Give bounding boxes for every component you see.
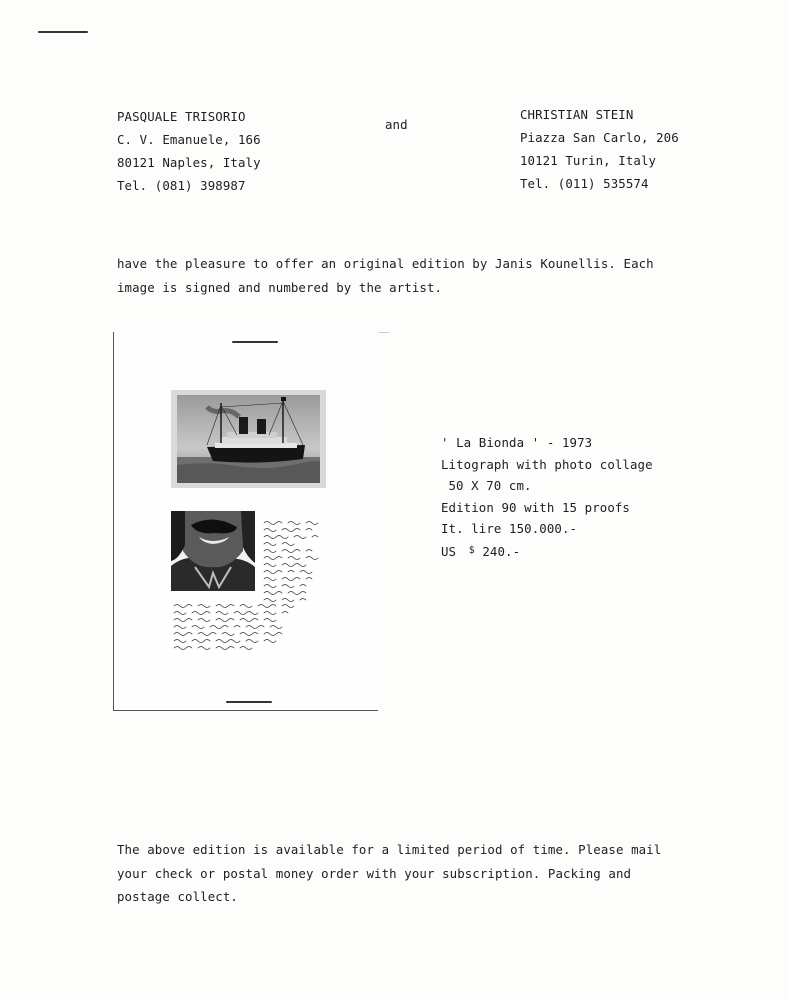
closing-line-2: your check or postal money order with your subscription. Packing and: [117, 865, 632, 881]
portrait-photo: [171, 511, 255, 591]
sender-left-street: C. V. Emanuele, 166: [117, 132, 261, 147]
artwork-medium: Litograph with photo collage: [441, 456, 653, 472]
intro-line-2: image is signed and numbered by the artist.: [117, 280, 443, 295]
sender-right-city: 10121 Turin, Italy: [520, 153, 657, 168]
staple-mark-sheet-top: [232, 341, 278, 343]
ship-photo-frame: [171, 390, 326, 488]
artwork-title: ' La Bionda ' - 1973: [441, 435, 593, 450]
price-us-value: 240.-: [482, 543, 521, 559]
artwork-size: 50 X 70 cm.: [448, 478, 532, 493]
sender-right-name: CHRISTIAN STEIN: [520, 107, 634, 122]
sender-right-street: Piazza San Carlo, 206: [520, 130, 679, 145]
ship-photo: [177, 395, 320, 483]
sender-left-city: 80121 Naples, Italy: [117, 155, 261, 170]
intro-paragraph: [117, 252, 654, 300]
staple-mark-top: [38, 31, 88, 33]
intro-line-1: have the pleasure to offer an original edition by Janis Kounellis. Each: [117, 256, 654, 271]
price-us-prefix: US: [441, 543, 457, 559]
sender-right-phone: Tel. (011) 535574: [520, 176, 649, 191]
artwork-price-us: [441, 540, 653, 562]
handwritten-text-lower: [172, 600, 348, 658]
closing-line-1: The above edition is available for a limited period of time. Please mail: [117, 842, 662, 857]
sender-right-address: [520, 103, 679, 195]
closing-paragraph: [117, 838, 661, 909]
handwritten-text-upper: [262, 518, 352, 604]
sender-left-name: PASQUALE TRISORIO: [117, 109, 246, 124]
artwork-edition: Edition 90 with 15 proofs: [441, 499, 630, 515]
dollar-sign: $: [468, 544, 475, 556]
closing-line-3: postage collect.: [117, 889, 238, 904]
artwork-price-lire: It. lire 150.000.-: [441, 521, 578, 536]
sender-left-phone: Tel. (081) 398987: [117, 178, 246, 193]
sender-left-address: [117, 105, 261, 197]
conjunction-and: and: [385, 117, 408, 132]
staple-mark-sheet-bottom: [226, 701, 272, 703]
artwork-details: [441, 432, 653, 561]
